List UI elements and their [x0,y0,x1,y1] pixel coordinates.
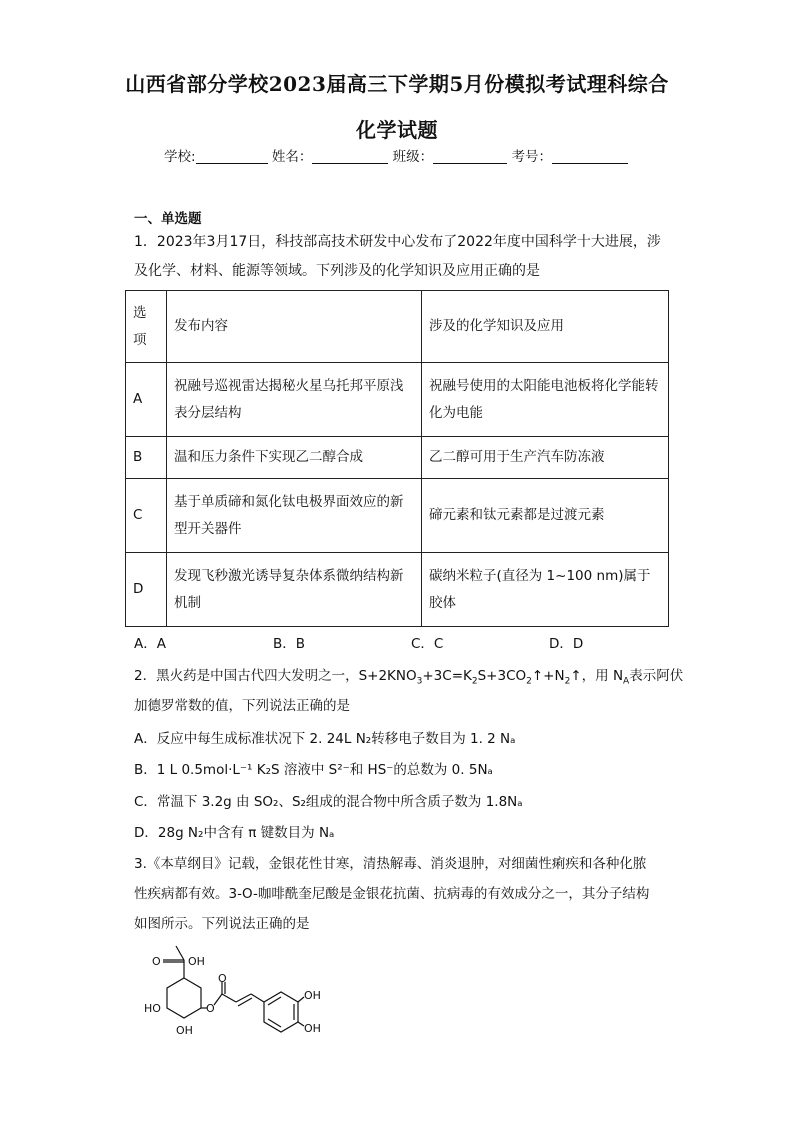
table-row [126,363,669,437]
q1-option-d[interactable]: D．D [549,636,584,652]
content-cell: 温和压力条件下实现乙二醇合成 [167,437,422,479]
q2-option-d[interactable]: D．28g N₂中含有 π 键数目为 Nₐ [134,825,335,841]
content-cell: 祝融号巡视雷达揭秘火星乌托邦平原浅表分层结构 [167,363,422,437]
oh-label: OH [304,1022,321,1035]
table-row [126,479,669,553]
table-row [126,437,669,479]
q2-option-b[interactable]: B．1 L 0.5mol·L⁻¹ K₂S 溶液中 S²⁻和 HS⁻的总数为 0. 5Nₐ [134,762,493,778]
table-row [126,553,669,627]
q2-option-a[interactable]: A．反应中每生成标准状况下 2. 24L N₂转移电子数目为 1. 2 Nₐ [134,731,516,747]
ho-label: HO [144,1002,161,1015]
q2-text-start: 2．黑火药是中国古代四大发明之一，S+2KNO [134,668,417,684]
student-info-line [164,145,628,165]
knowledge-cell: 碳纳米粒子(直径为 1~100 nm)属于胶体 [422,553,669,627]
oh-label: OH [188,955,205,968]
q1-option-c[interactable]: C．C [411,636,444,652]
molecule-structure-diagram [136,942,336,1042]
question-1-table [125,290,669,627]
class-label: 班级： [392,149,434,165]
carbonyl-o-label: O [218,972,227,985]
option-cell: A [126,363,167,437]
option-cell: D [126,553,167,627]
q1-option-b[interactable]: B．B [273,636,306,652]
number-label: 考号： [511,149,552,165]
q1-line: 1．2023年3月17日，科技部高技术研发中心发布了2022年度中国科学十大进展，涉 [134,234,661,250]
knowledge-cell: 乙二醇可用于生产汽车防冻液 [422,437,669,479]
question-1-text [134,228,664,286]
header-cell: 涉及的化学知识及应用 [422,291,669,363]
ketone-o-label: O [152,955,161,968]
school-label: 学校: [164,149,196,165]
ester-o-label: O [206,1002,215,1015]
header-cell: 发布内容 [167,291,422,363]
class-blank[interactable] [433,149,507,164]
header-cell: 选项 [126,291,167,363]
section-heading: 一、单选题 [134,211,202,227]
q3-line-3: 如图所示。下列说法正确的是 [134,916,310,932]
q3-line-2: 性疾病都有效。3-O-咖啡酰奎尼酸是金银花抗菌、抗病毒的有效成分之一，其分子结构 [134,886,650,902]
q2-line-1: 2．黑火药是中国古代四大发明之一，$S+2KNO_3+3C=K_2S+3CO_2↑+N_2↑$，用 $N_A$表示阿伏 [134,668,684,687]
q2-line-2: 加德罗常数的值，下列说法正确的是 [134,698,350,714]
q1-line: 及化学、材料、能源等领域。下列涉及的化学知识及应用正确的是 [134,263,540,279]
knowledge-cell: 祝融号使用的太阳能电池板将化学能转化为电能 [422,363,669,437]
oh-label: OH [304,989,321,1002]
option-cell: B [126,437,167,479]
q3-line-1: 3.《本草纲目》记载，金银花性甘寒，清热解毒、消炎退肿，对细菌性痢疾和各种化脓 [134,856,647,872]
q1-option-a[interactable]: A．A [134,636,166,652]
oh-label: OH [176,1024,193,1037]
option-cell: C [126,479,167,553]
name-blank[interactable] [312,149,388,164]
table-header-row [126,291,669,363]
q2-option-c[interactable]: C．常温下 3.2g 由 SO₂、S₂组成的混合物中所含质子数为 1.8Nₐ [134,794,523,810]
exam-title: 山西省部分学校2023届高三下学期5月份模拟考试理科综合 [125,72,669,96]
name-label: 姓名： [271,149,313,165]
number-blank[interactable] [552,149,628,164]
school-blank[interactable] [196,149,268,164]
content-cell: 基于单质碲和氮化钛电极界面效应的新型开关器件 [167,479,422,553]
knowledge-cell: 碲元素和钛元素都是过渡元素 [422,479,669,553]
content-cell: 发现飞秒激光诱导复杂体系微纳结构新机制 [167,553,422,627]
exam-subtitle: 化学试题 [356,118,438,142]
